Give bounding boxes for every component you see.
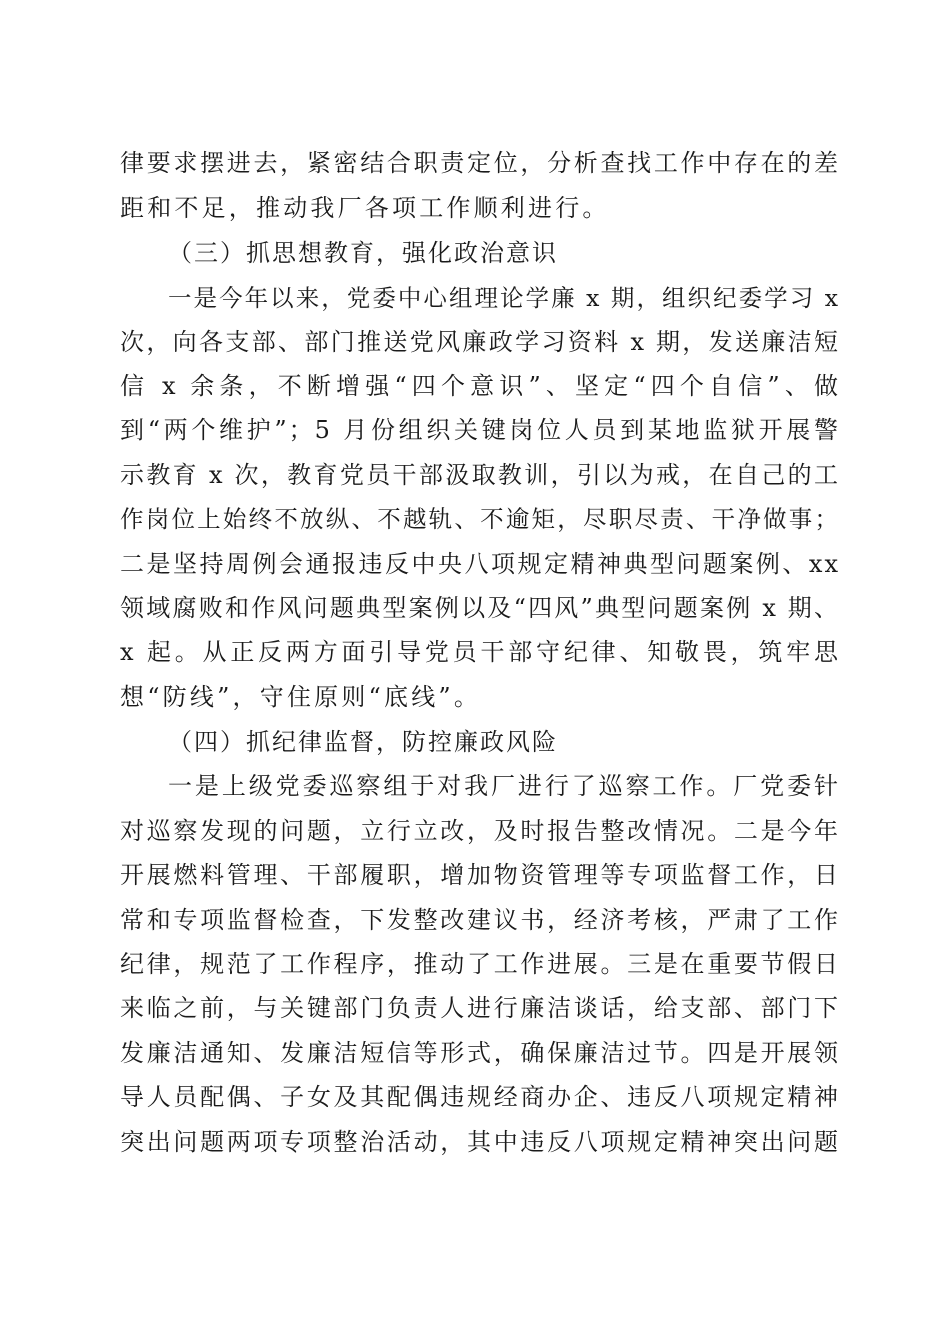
text-line: 一是今年以来，党委中心组理论学廉 x 期，组织纪委学习 x — [168, 284, 840, 312]
text-line: 次，向各支部、部门推送党风廉政学习资料 x 期，发送廉洁短 — [120, 328, 840, 356]
text-line: 开展燃料管理、干部履职，增加物资管理等专项监督工作，日 — [120, 861, 840, 889]
text-line: 到“两个维护”；5 月份组织关键岗位人员到某地监狱开展警 — [120, 416, 840, 444]
text-line: 律要求摆进去，紧密结合职责定位，分析查找工作中存在的差 — [120, 149, 840, 177]
text-line: 导人员配偶、子女及其配偶违规经商办企、违反八项规定精神 — [120, 1083, 840, 1111]
text-line: 突出问题两项专项整治活动，其中违反八项规定精神突出问题 — [120, 1128, 840, 1156]
text-line: 领域腐败和作风问题典型案例以及“四风”典型问题案例 x 期、 — [120, 594, 840, 622]
text-line: 一是上级党委巡察组于对我厂进行了巡察工作。厂党委针 — [168, 772, 840, 800]
text-line: 二是坚持周例会通报违反中央八项规定精神典型问题案例、xx — [120, 550, 840, 578]
text-line: 示教育 x 次，教育党员干部汲取教训，引以为戒，在自己的工 — [120, 461, 840, 489]
text-line: 发廉洁通知、发廉洁短信等形式，确保廉洁过节。四是开展领 — [120, 1039, 840, 1067]
text-line: 想“防线”，守住原则“底线”。 — [120, 683, 482, 711]
text-line: 来临之前，与关键部门负责人进行廉洁谈话，给支部、部门下 — [120, 994, 840, 1022]
text-line: 纪律，规范了工作程序，推动了工作进展。三是在重要节假日 — [120, 950, 840, 978]
text-line: 信 x 余条，不断增强“四个意识”、坚定“四个自信”、做 — [120, 372, 840, 400]
section-heading: （三）抓思想教育，强化政治意识 — [168, 239, 558, 267]
text-line: x 起。从正反两方面引导党员干部守纪律、知敬畏，筑牢思 — [120, 638, 840, 666]
text-line: 常和专项监督检查，下发整改建议书，经济考核，严肃了工作 — [120, 906, 840, 934]
text-line: 作岗位上始终不放纵、不越轨、不逾矩，尽职尽责、干净做事； — [120, 505, 840, 533]
text-line: 对巡察发现的问题，立行立改，及时报告整改情况。二是今年 — [120, 817, 840, 845]
text-line: 距和不足，推动我厂各项工作顺利进行。 — [120, 194, 610, 222]
section-heading: （四）抓纪律监督，防控廉政风险 — [168, 728, 558, 756]
